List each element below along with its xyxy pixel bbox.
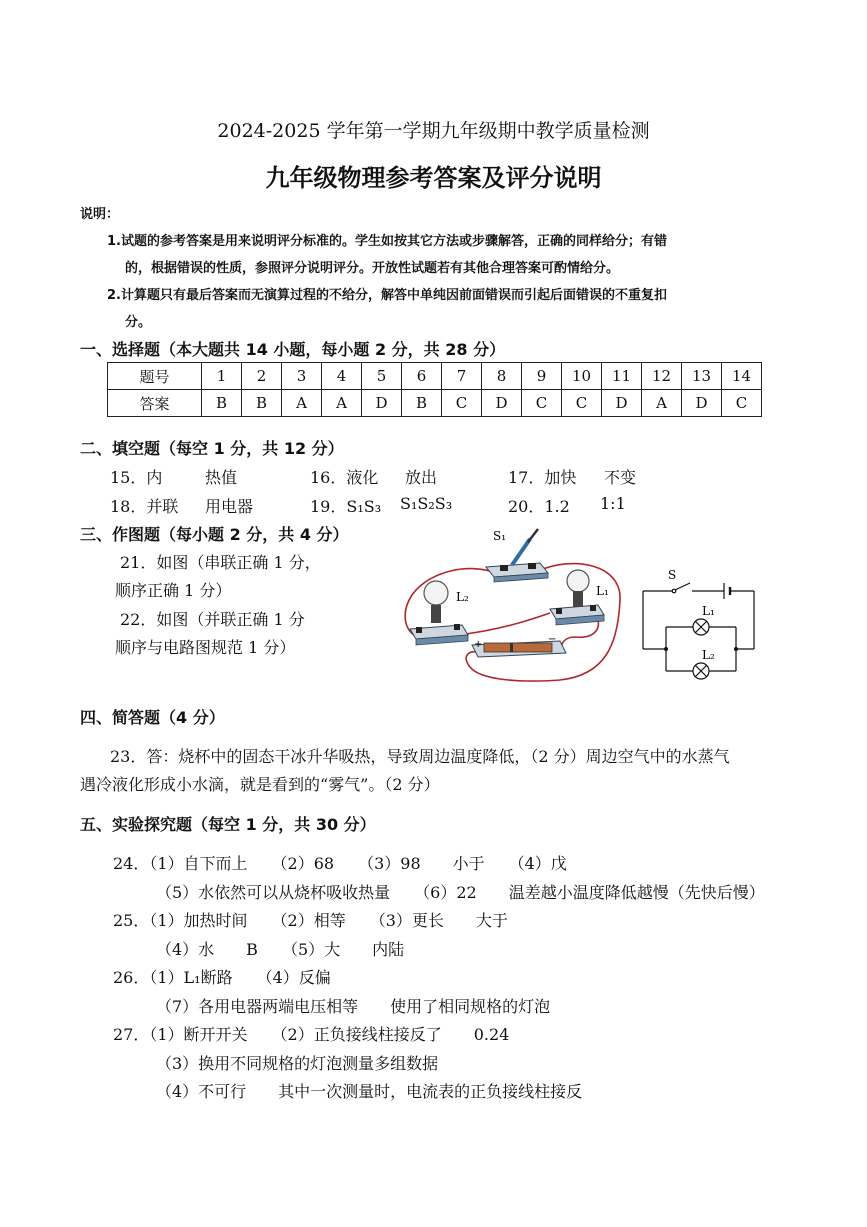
question-number: 1 — [202, 363, 242, 390]
answer-15-label: 15．内 — [110, 468, 163, 487]
answer-cell: D — [682, 390, 722, 417]
answer-17-value: 不变 — [604, 468, 637, 487]
answer-25-line-2: （4）水 B （5）大 内陆 — [156, 940, 405, 959]
answer-27-line-2: （3）换用不同规格的灯泡测量多组数据 — [156, 1054, 439, 1073]
question-number: 3 — [282, 363, 322, 390]
lamp-l1-symbol-label: L₁ — [702, 604, 715, 618]
answer-key-title: 九年级物理参考答案及评分说明 — [265, 164, 602, 192]
physical-circuit-diagram — [400, 525, 625, 690]
answer-cell: A — [322, 390, 362, 417]
answer-cell: B — [242, 390, 282, 417]
answer-27-line-1: 27．（1）断开开关 （2）正负接线柱接反了 0.24 — [113, 1025, 510, 1044]
question-number-label: 题号 — [108, 363, 202, 390]
question-number: 6 — [402, 363, 442, 390]
answer-cell: B — [402, 390, 442, 417]
answer-26-line-2: （7）各用电器两端电压相等 使用了相同规格的灯泡 — [156, 997, 551, 1016]
junction-dot — [734, 647, 738, 651]
question-number-row — [108, 363, 762, 390]
answer-16-value: 放出 — [405, 468, 438, 487]
question-number: 8 — [482, 363, 522, 390]
answer-cell: D — [482, 390, 522, 417]
switch-s-blade — [675, 583, 690, 590]
lamp-l1-label: L₁ — [596, 584, 609, 598]
answer-27-line-3: （4）不可行 其中一次测量时，电流表的正负接线柱接反 — [156, 1082, 583, 1101]
answer-22-line-2: 顺序与电路图规范 1 分） — [115, 638, 296, 657]
notes-heading: 说明： — [80, 207, 120, 222]
answer-cell: A — [642, 390, 682, 417]
question-number: 10 — [562, 363, 602, 390]
section-2-heading: 二、填空题（每空 1 分，共 12 分） — [80, 439, 344, 458]
answer-cell: C — [442, 390, 482, 417]
lamp-l2-symbol-label: L₂ — [702, 648, 715, 662]
answer-cell: C — [522, 390, 562, 417]
answer-20-label: 20．1.2 — [508, 497, 570, 516]
answer-24-line-1: 24．（1）自下而上 （2）68 （3）98 小于 （4）戊 — [113, 854, 567, 873]
question-number: 12 — [642, 363, 682, 390]
answer-21-line-2: 顺序正确 1 分） — [115, 581, 232, 600]
answer-19-label: 19．S₁S₃ — [310, 497, 382, 516]
answer-23-line-2: 遇冷液化形成小水滴，就是看到的“雾气”。（2 分） — [80, 775, 440, 794]
answer-cell: D — [362, 390, 402, 417]
answer-cell: A — [282, 390, 322, 417]
switch-s1-label: S₁ — [493, 529, 507, 543]
answer-18-value: 用电器 — [205, 497, 254, 516]
question-number: 7 — [442, 363, 482, 390]
answer-21-line-1: 21．如图（串联正确 1 分， — [120, 553, 321, 572]
answer-20-value: 1:1 — [600, 494, 626, 513]
answer-cell: B — [202, 390, 242, 417]
answer-18-label: 18．并联 — [110, 497, 179, 516]
note-2-line-1: 2.计算题只有最后答案而无演算过程的不给分，解答中单纯因前面错误而引起后面错误的不重复扣 — [107, 288, 667, 303]
exam-title: 2024-2025 学年第一学期九年级期中教学质量检测 — [217, 120, 650, 142]
switch-s-label: S — [668, 568, 677, 582]
lamp-l2-label: L₂ — [456, 590, 469, 604]
junction-dot — [664, 647, 668, 651]
answer-cell: C — [562, 390, 602, 417]
answer-23-line-1: 23．答：烧杯中的固态干冰升华吸热，导致周边温度降低，（2 分）周边空气中的水蒸气 — [110, 747, 730, 766]
note-1-line-1: 1.试题的参考答案是用来说明评分标准的。学生如按其它方法或步骤解答，正确的同样给分；有错 — [107, 234, 667, 249]
section-3-heading: 三、作图题（每小题 2 分，共 4 分） — [80, 525, 349, 544]
section-5-heading: 五、实验探究题（每空 1 分，共 30 分） — [80, 815, 376, 834]
question-number: 2 — [242, 363, 282, 390]
answer-15-value: 热值 — [205, 468, 238, 487]
answer-row — [108, 390, 762, 417]
battery-minus-label: − — [548, 634, 557, 645]
answer-26-line-1: 26．（1）L₁断路 （4）反偏 — [113, 968, 331, 987]
circuit-schematic — [636, 565, 761, 683]
answer-22-line-1: 22．如图（并联正确 1 分 — [120, 610, 305, 629]
answer-label: 答案 — [108, 390, 202, 417]
note-1-line-2: 的，根据错误的性质，参照评分说明评分。开放性试题若有其他合理答案可酌情给分。 — [125, 261, 620, 276]
answer-25-line-1: 25．（1）加热时间 （2）相等 （3）更长 大于 — [113, 911, 508, 930]
question-number: 9 — [522, 363, 562, 390]
question-number: 14 — [722, 363, 762, 390]
note-2-line-2: 分。 — [125, 315, 152, 330]
answer-24-line-2: （5）水依然可以从烧杯吸收热量 （6）22 温差越小温度降低越慢（先快后慢） — [156, 883, 765, 902]
question-number: 11 — [602, 363, 642, 390]
answer-cell: C — [722, 390, 762, 417]
question-number: 13 — [682, 363, 722, 390]
section-1-heading: 一、选择题（本大题共 14 小题，每小题 2 分，共 28 分） — [80, 340, 506, 359]
battery-plus-label: + — [474, 639, 483, 650]
answer-16-label: 16．液化 — [310, 468, 379, 487]
answer-cell: D — [602, 390, 642, 417]
answer-17-label: 17．加快 — [508, 468, 577, 487]
wire — [458, 613, 550, 635]
question-number: 5 — [362, 363, 402, 390]
lamp-l1-symbol — [693, 619, 709, 635]
question-number: 4 — [322, 363, 362, 390]
section-4-heading: 四、简答题（4 分） — [80, 708, 225, 727]
choice-answer-table — [107, 362, 762, 417]
wire — [466, 564, 620, 681]
lamp-l2-symbol — [693, 663, 709, 679]
answer-19-value: S₁S₂S₃ — [400, 494, 453, 513]
